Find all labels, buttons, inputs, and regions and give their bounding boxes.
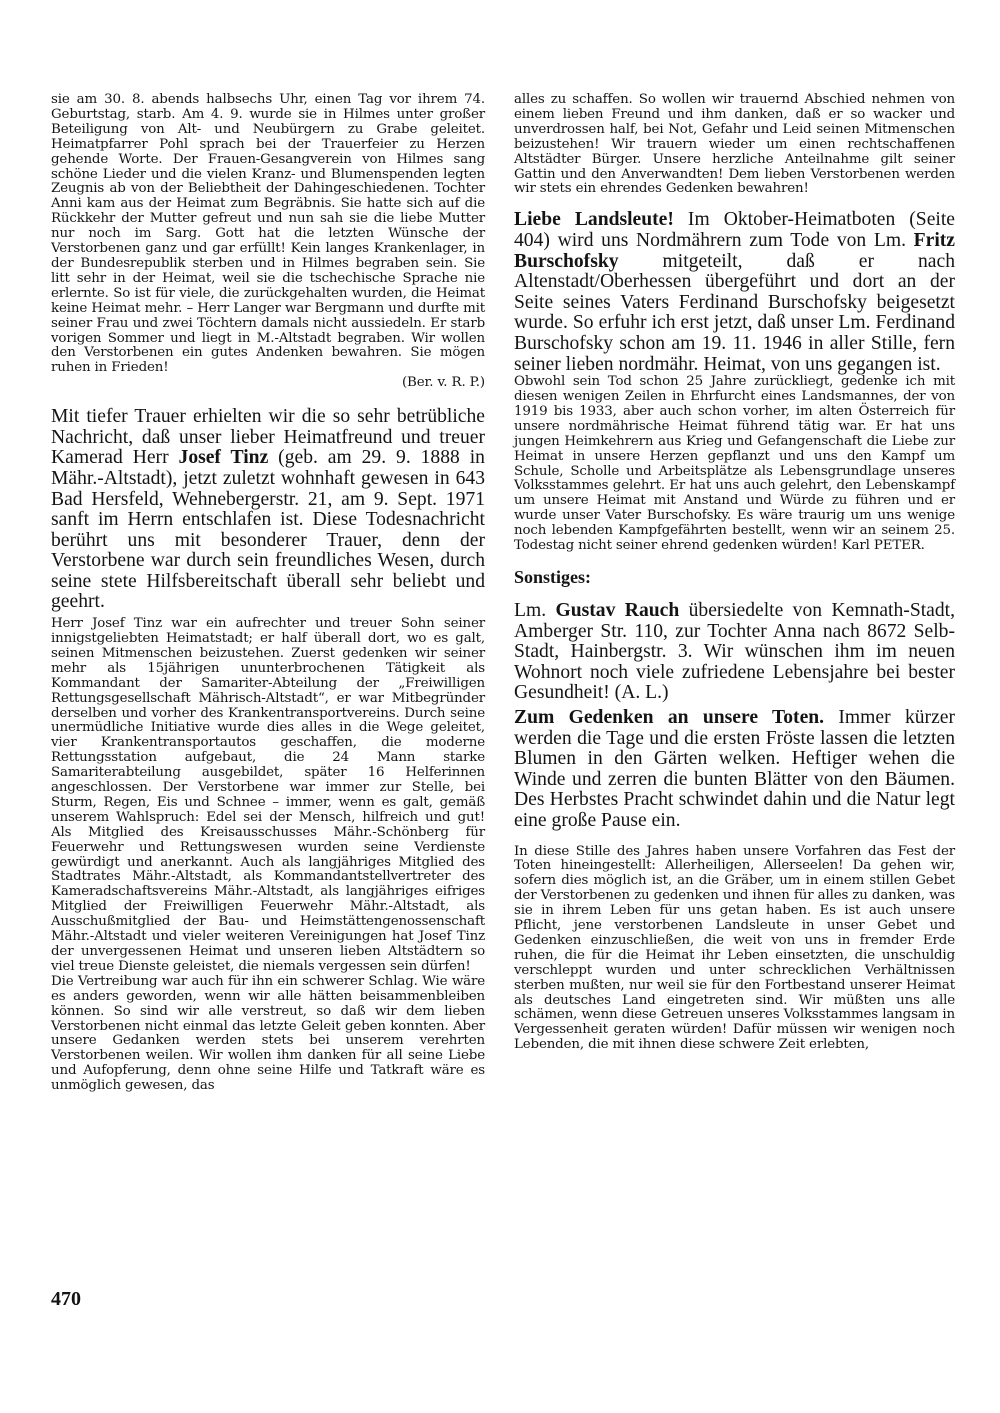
tinz-intro-before: Mit tiefer Trauer erhielten wir die so sehr betrübliche Nachricht, daß unser lieber Heimatfreund und treuer Kamerad Herr (51, 406, 485, 469)
burschofsky-article-body: Obwohl sein Tod schon 25 Jahre zurückliegt, gedenke ich mit diesen wenigen Zeilen in Ehrfurcht eines Landsmannes, der von 1919 bis 1933, aber auch schon vorher, im alten Österreich für unsere nordmährische Heimat führend tätig war. Er hat uns jungen Heimkehrern aus Krieg und Gefangenschaft die Liebe zur Heimat in unsere Herzen gepflanzt und uns den Kampf um Schule, Scholle und Arbeitsplätze als Lebensgrundlage unseres Volksstammes gelehrt. Er hat uns auch gelehrt, den Lebenskampf um unsere Heimat mit Anstand und Würde zu führen und er wurde unser Vater Burschofsky. Es wäre traurig um uns wenige noch lebenden Kampfgefährten bestellt, wenn wir an seinem 25. Todestag nicht seiner ehrend gedenken würden! Karl PETER. (514, 374, 955, 554)
tinz-name: Josef Tinz (178, 447, 269, 469)
rauch-before: Lm. (514, 599, 556, 621)
rauch-notice (514, 601, 955, 704)
landsleute-after: mitgeteilt, daß er nach Altenstadt/Oberhessen übergeführt und dort an der Seite seines Vaters Ferdinand Burschofsky beigesetzt wurde. So erfuhr ich erst jetzt, daß unser Lm. Ferdinand Burschofsky schon am 19. 11. 1946 in aller Stille, fern seiner lieben nordmähr. Heimat, von uns gegangen ist. (514, 250, 955, 375)
gedenken-after: Immer kürzer werden die Tage und die ersten Fröste lassen die letzten Blumen in den Gärten welken. Heftiger wehen die Winde und zerren die bunten Blätter von den Bäumen. Des Herbstes Pracht schwindet dahin und die Natur legt eine große Pause ein. (514, 706, 955, 831)
tinz-obituary-continued: alles zu schaffen. So wollen wir trauernd Abschied nehmen von einem lieben Freund und ihm danken, daß er so wacker und unverdrossen half, bei Not, Gefahr und Leid seinen Mitmenschen beizustehen! Wir trauern wieder um einen rechtschaffenen Altstädter Bürger. Unsere herzliche Anteilnahme gilt seiner Gattin und den Anverwandten! Dem lieben Verstorbenen werden wir stets ein ehrendes Gedenken bewahren! (514, 92, 955, 197)
langer-obituary-text: sie am 30. 8. abends halbsechs Uhr, einen Tag vor ihrem 74. Geburtstag, starb. Am 4. 9. wurde sie in Hilmes unter großer Beteiligung von Alt- und Neubürgern zu Grabe geleitet. Heimatpfarrer Pohl sprach bei der Trauerfeier zu Herzen gehende Worte. Der Frauen-Gesangverein von Hilmes sang schöne Lieder und die vielen Kranz- und Blumenspenden legten Zeugnis ab von der Beliebtheit der Dahingeschiedenen. Tochter Anni kam aus der Heimat zum Begräbnis. Sie hatte sich auf die Rückkehr der Mutter gefreut und nun sah sie die liebe Mutter nur noch im Sarg. Gott hat die letzten Wünsche der Verstorbenen ganz und gar erfüllt! Kein langes Krankenlager, in der Bundesrepublik sterben und in Hilmes begraben sein. Sie litt sehr in der Heimat, weil sie die tschechische Sprache nie erlernte. So ist für viele, die zurückgehalten wurden, die Heimat keine Heimat mehr. – Herr Langer war Bergmann und durfte mit seiner Frau und zwei Töchtern damals nicht aussiedeln. Er starb vorigen Sommer und liegt in M.-Altstadt begraben. Wir wollen den Verstorbenen ein gutes Andenken bewahren. Sie mögen ruhen in Frieden! (51, 92, 485, 376)
tinz-obituary-vertreibung: Die Vertreibung war auch für ihn ein schwerer Schlag. Wie wäre es anders geworden, wenn wir alle hätten beisammenbleiben können. So sind wir alle verstreut, so daß wir dem lieben Verstorbenen nicht einmal das letzte Geleit geben konnten. Aber unsere Gedanken werden stets bei unserem verehrten Verstorbenen weilen. Wir wollen ihm danken für all seine Liebe und Aufopferung, denn ohne seine Hilfe und Tatkraft wäre es unmöglich gewesen, das (51, 973, 485, 1094)
gedenken-body: In diese Stille des Jahres haben unsere Vorfahren das Fest der Toten hineingestellt: Allerheiligen, Allerseelen! Da gehen wir, sofern dies möglich ist, an die Gräber, um in einem stillen Gebet der Verstorbenen zu gedenken und ihnen für alles zu danken, was sie in ihrem Leben für uns getan haben. Es ist auch unsere Pflicht, jene verstorbenen Landsleute in unser Gebet und Gedenken einzuschließen, die weit von uns in fremder Erde ruhen, die für die Heimat ihr Leben einsetzten, die unschuldig verschleppt wurden und unter schrecklichen Verhältnissen sterben mußten, nur weil sie für den Fortbestand unserer Heimat als deutsches Land eingetreten sind. Wir müßten uns alle schämen, wenn diese Getreuen unseres Volksstammes langsam in Vergessenheit geraten würden! Dafür müssen wir wenigen noch Lebenden, die mit ihnen diese schwere Zeit erlebten, (514, 843, 955, 1053)
landsleute-lead: Liebe Landsleute! (514, 209, 674, 231)
page-number: 470 (51, 1288, 81, 1310)
rauch-name: Gustav Rauch (555, 599, 680, 621)
left-column (51, 93, 485, 1094)
burschofsky-article-intro (514, 210, 955, 375)
gedenken-lead: Zum Gedenken an unsere Toten. (514, 706, 825, 728)
tinz-obituary-intro (51, 407, 485, 613)
sonstiges-heading: Sonstiges: (514, 566, 592, 587)
gedenken-intro (514, 708, 955, 832)
burschofsky-name: Fritz Burschofsky (514, 229, 955, 272)
rauch-after: übersiedelte von Kemnath-Stadt, Amberger Str. 110, zur Tochter Anna nach 8672 Selb-Stadt, Hainbergstr. 3. Wir wünschen ihm im neuen Wohnort noch viele zufriedene Lebensjahre bei bester Gesundheit! (A. L.) (514, 599, 955, 704)
langer-obituary-signature: (Ber. v. R. P.) (401, 375, 485, 391)
landsleute-before: Im Oktober-Heimatboten (Seite 404) wird uns Nordmährern zum Tode von Lm. (514, 209, 955, 251)
right-column (514, 93, 955, 1053)
tinz-obituary-body: Herr Josef Tinz war ein aufrechter und treuer Sohn seiner innigstgeliebten Heimatstadt; er half überall dort, wo es galt, seinen Mitmenschen beizustehen. Zuerst gedenken wir seiner mehr als 15jährigen ununterbrochenen Tätigkeit als Kommandant der Samariter-Abteilung der „Freiwilligen Rettungsgesellschaft Mährisch-Altstadt“, er war Mitbegründer derselben und vorher des Krankentransportvereins. Durch seine unermüdliche Initiative wurde dies alles in die Wege geleitet, vier Krankentransportautos geschaffen, die moderne Rettungsstation aufgebaut, die 24 Mann starke Samariterabteilung ausgebildet, später 16 Helferinnen angeschlossen. Der Verstorbene war immer zur Stelle, bei Sturm, Regen, Eis und Schnee – immer, wenn es galt, gemäß unserem Wahlspruch: Edel sei der Mensch, hilfreich und gut! Als Mitglied des Kreisausschusses Mähr.-Schönberg für Feuerwehr und Rettungswesen wurden seine Verdienste gewürdigt und anerkannt. Auch als langjähriges Mitglied des Stadtrates Mähr.-Altstadt, als Kommandantstellvertreter des Kameradschaftsvereins Mähr.-Altstadt, als langjähriges eifriges Mitglied der Freiwilligen Feuerwehr Mähr.-Altstadt, als Ausschußmitglied der Bau- und Heimstättengenossenschaft Mähr.-Altstadt und vieler weiteren Vereinigungen hat Josef Tinz der unvergessenen Heimat und unseren lieben Altstädtern so viel treue Dienste geleistet, die niemals vergessen sein dürfen! (51, 616, 485, 974)
tinz-intro-after: (geb. am 29. 9. 1888 in Mähr.-Altstadt), jetzt zuletzt wohnhaft gewesen in 643 Bad Hersfeld, Wehnebergerstr. 21, am 9. Sept. 1971 sanft im Herrn entschlafen ist. Diese Todesnachricht berührt uns mit besonderer Trauer, denn der Verstorbene war durch sein freundliches Wesen, durch seine stete Hilfsbereitschaft überall sehr beliebt und geehrt. (51, 447, 485, 613)
